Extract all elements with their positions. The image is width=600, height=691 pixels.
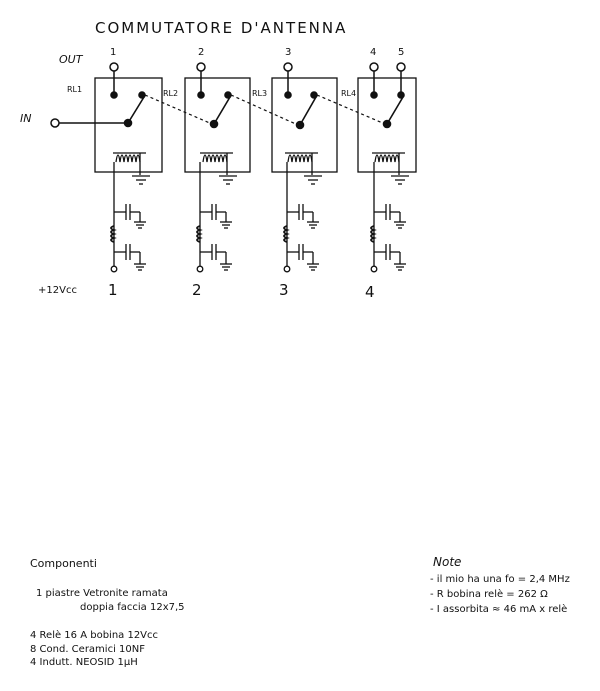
relay-coil-1	[116, 155, 140, 162]
output-connector-1	[110, 63, 118, 71]
output-connector-5	[397, 63, 405, 71]
supply-terminal-2	[197, 266, 203, 272]
notes-line-2: - R bobina relè = 262 Ω	[430, 589, 548, 600]
supply-terminal-3	[284, 266, 290, 272]
channel-number-2: 2	[192, 281, 202, 299]
relay-coil-4	[375, 155, 399, 162]
notes-title: Note	[433, 555, 462, 569]
supply-label: +12Vcc	[38, 285, 77, 296]
page-title: COMMUTATORE D'ANTENNA	[95, 19, 348, 37]
components-line-3: 4 Relè 16 A bobina 12Vcc	[30, 630, 159, 641]
relay-label-2: RL2	[163, 89, 179, 98]
relay-label-3: RL3	[252, 89, 268, 98]
channel-number-4: 4	[365, 283, 375, 301]
components-line-2: doppia faccia 12x7,5	[80, 602, 185, 613]
channel-number-1: 1	[108, 281, 118, 299]
relay-coil-2	[203, 155, 227, 162]
components-line-5: 4 Indutt. NEOSID 1µH	[30, 657, 138, 668]
output-connector-4	[370, 63, 378, 71]
output-number-2: 2	[198, 47, 205, 58]
notes-line-3: - I assorbita ≈ 46 mA x relè	[430, 604, 568, 615]
supply-terminal-1	[111, 266, 117, 272]
relay-coil-3	[288, 155, 312, 162]
input-connector	[51, 119, 128, 127]
components-line-1: 1 piastre Vetronite ramata	[36, 588, 168, 599]
in-label: IN	[20, 112, 32, 125]
channel-number-3: 3	[279, 281, 289, 299]
output-number-1: 1	[110, 47, 117, 58]
relay-label-4: RL4	[341, 89, 357, 98]
relay-interconnects	[145, 95, 385, 125]
output-connector-3	[284, 63, 292, 71]
notes-line-1: - il mio ha una fo = 2,4 MHz	[430, 574, 570, 585]
components-title: Componenti	[30, 557, 97, 570]
relay-label-1: RL1	[67, 85, 83, 94]
output-number-4: 4	[370, 47, 377, 58]
output-connector-2	[197, 63, 205, 71]
components-line-4: 8 Cond. Ceramici 10NF	[30, 644, 145, 655]
output-number-3: 3	[285, 47, 292, 58]
relay-stages	[111, 153, 409, 272]
output-number-5: 5	[398, 47, 405, 58]
supply-terminal-4	[371, 266, 377, 272]
out-label: OUT	[59, 53, 83, 66]
